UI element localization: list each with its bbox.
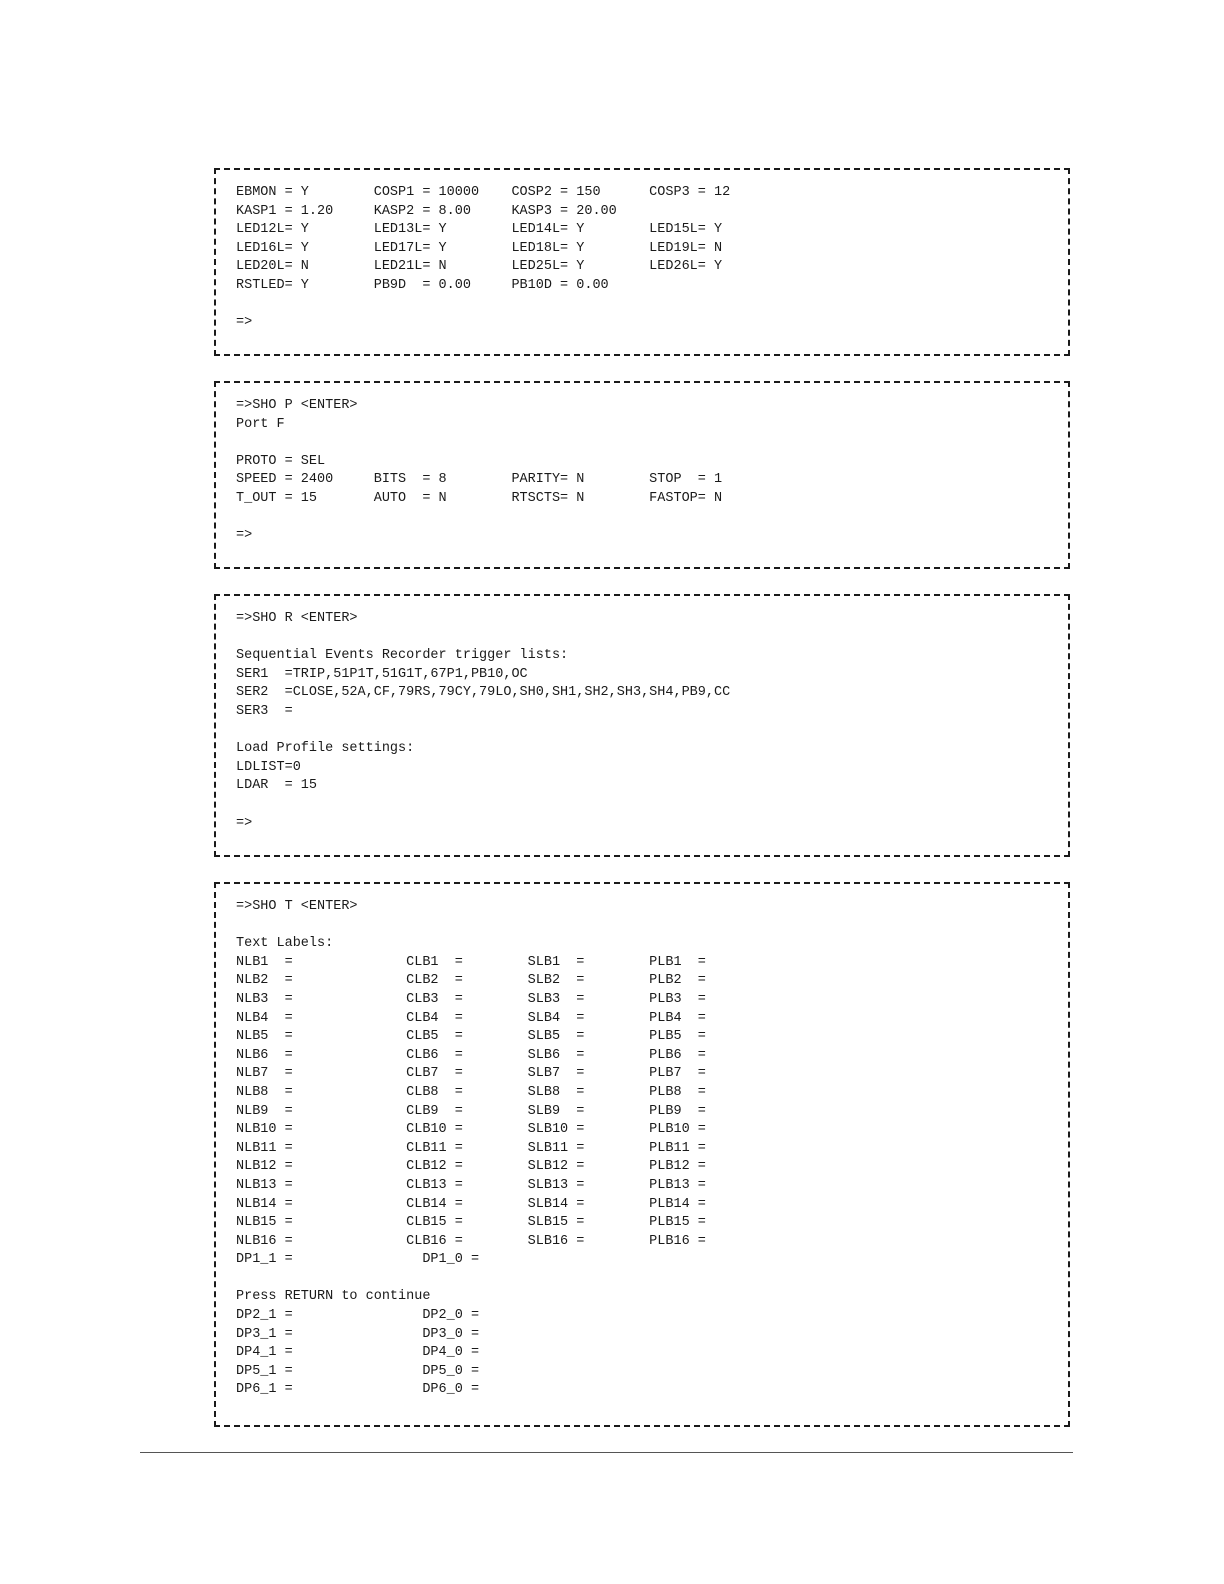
terminal-line: LDLIST=0	[236, 759, 301, 775]
terminal-line: LDAR = 15	[236, 778, 318, 794]
terminal-line: Load Profile settings:	[236, 741, 415, 757]
terminal-line: KASP1 = 1.20 KASP2 = 8.00 KASP3 = 20.00	[236, 203, 617, 219]
terminal-line: PROTO = SEL	[236, 453, 326, 469]
terminal-blank-line	[236, 296, 1068, 315]
label-row: NLB8 = CLB8 = SLB8 = PLB8 =	[236, 1084, 706, 1100]
terminal-prompt: =>	[236, 815, 253, 831]
terminal-line: SER3 =	[236, 703, 293, 719]
terminal-line: SPEED = 2400 BITS = 8 PARITY= N STOP = 1	[236, 472, 723, 488]
terminal-line: SER1 =TRIP,51P1T,51G1T,67P1,PB10,OC	[236, 666, 528, 682]
terminal-line: T_OUT = 15 AUTO = N RTSCTS= N FASTOP= N	[236, 490, 723, 506]
terminal-command: =>SHO R <ENTER>	[236, 611, 358, 626]
terminal-prompt: =>	[236, 315, 253, 331]
terminal-command: =>SHO T <ENTER>	[236, 899, 358, 914]
terminal-line: LED16L= Y LED17L= Y LED18L= Y LED19L= N	[236, 240, 723, 256]
terminal-line: Sequential Events Recorder trigger lists:	[236, 648, 569, 664]
terminal-command: =>SHO P <ENTER>	[236, 398, 358, 413]
label-row: DP5_1 = DP5_0 =	[236, 1363, 480, 1379]
terminal-line: LED20L= N LED21L= N LED25L= Y LED26L= Y	[236, 259, 723, 275]
terminal-blank-line	[236, 434, 1068, 453]
terminal-line: Press RETURN to continue	[236, 1289, 431, 1305]
label-row: NLB14 = CLB14 = SLB14 = PLB14 =	[236, 1196, 706, 1212]
label-row: NLB2 = CLB2 = SLB2 = PLB2 =	[236, 973, 706, 989]
label-row: NLB16 = CLB16 = SLB16 = PLB16 =	[236, 1233, 706, 1249]
text-labels-terminal-panel	[214, 882, 1070, 1427]
label-row: NLB11 = CLB11 = SLB11 = PLB11 =	[236, 1140, 706, 1156]
report-settings-terminal-panel	[214, 594, 1070, 857]
terminal-blank-line	[236, 796, 1068, 815]
label-row: DP1_1 = DP1_0 =	[236, 1252, 480, 1268]
terminal-blank-line	[236, 1270, 1068, 1289]
terminal-line: RSTLED= Y PB9D = 0.00 PB10D = 0.00	[236, 277, 609, 293]
label-row: DP4_1 = DP4_0 =	[236, 1345, 480, 1361]
label-row: NLB3 = CLB3 = SLB3 = PLB3 =	[236, 991, 706, 1007]
label-row: NLB9 = CLB9 = SLB9 = PLB9 =	[236, 1103, 706, 1119]
terminal-line: LED12L= Y LED13L= Y LED14L= Y LED15L= Y	[236, 222, 723, 238]
label-row: NLB6 = CLB6 = SLB6 = PLB6 =	[236, 1047, 706, 1063]
label-row: DP3_1 = DP3_0 =	[236, 1326, 480, 1342]
label-row: NLB12 = CLB12 = SLB12 = PLB12 =	[236, 1159, 706, 1175]
label-row: NLB7 = CLB7 = SLB7 = PLB7 =	[236, 1066, 706, 1082]
label-row: DP6_1 = DP6_0 =	[236, 1382, 480, 1398]
terminal-blank-line	[236, 722, 1068, 741]
label-row: NLB1 = CLB1 = SLB1 = PLB1 =	[236, 954, 706, 970]
port-settings-terminal-panel	[214, 381, 1070, 569]
label-row: DP2_1 = DP2_0 =	[236, 1308, 480, 1324]
terminal-blank-line	[236, 917, 1068, 936]
footer-divider	[140, 1452, 1073, 1453]
terminal-blank-line	[236, 629, 1068, 648]
terminal-line: EBMON = Y COSP1 = 10000 COSP2 = 150 COSP3 = 12	[236, 185, 731, 200]
label-row: NLB4 = CLB4 = SLB4 = PLB4 =	[236, 1010, 706, 1026]
terminal-line: Port F	[236, 416, 285, 432]
terminal-blank-line	[236, 509, 1068, 528]
label-row: NLB5 = CLB5 = SLB5 = PLB5 =	[236, 1029, 706, 1045]
terminal-line: Text Labels:	[236, 936, 334, 952]
terminal-line: SER2 =CLOSE,52A,CF,79RS,79CY,79LO,SH0,SH1,SH2,SH3,SH4,PB9,CC	[236, 685, 731, 701]
label-row: NLB13 = CLB13 = SLB13 = PLB13 =	[236, 1177, 706, 1193]
label-row: NLB10 = CLB10 = SLB10 = PLB10 =	[236, 1122, 706, 1138]
settings-terminal-panel	[214, 168, 1070, 356]
terminal-prompt: =>	[236, 528, 253, 544]
label-row: NLB15 = CLB15 = SLB15 = PLB15 =	[236, 1215, 706, 1231]
